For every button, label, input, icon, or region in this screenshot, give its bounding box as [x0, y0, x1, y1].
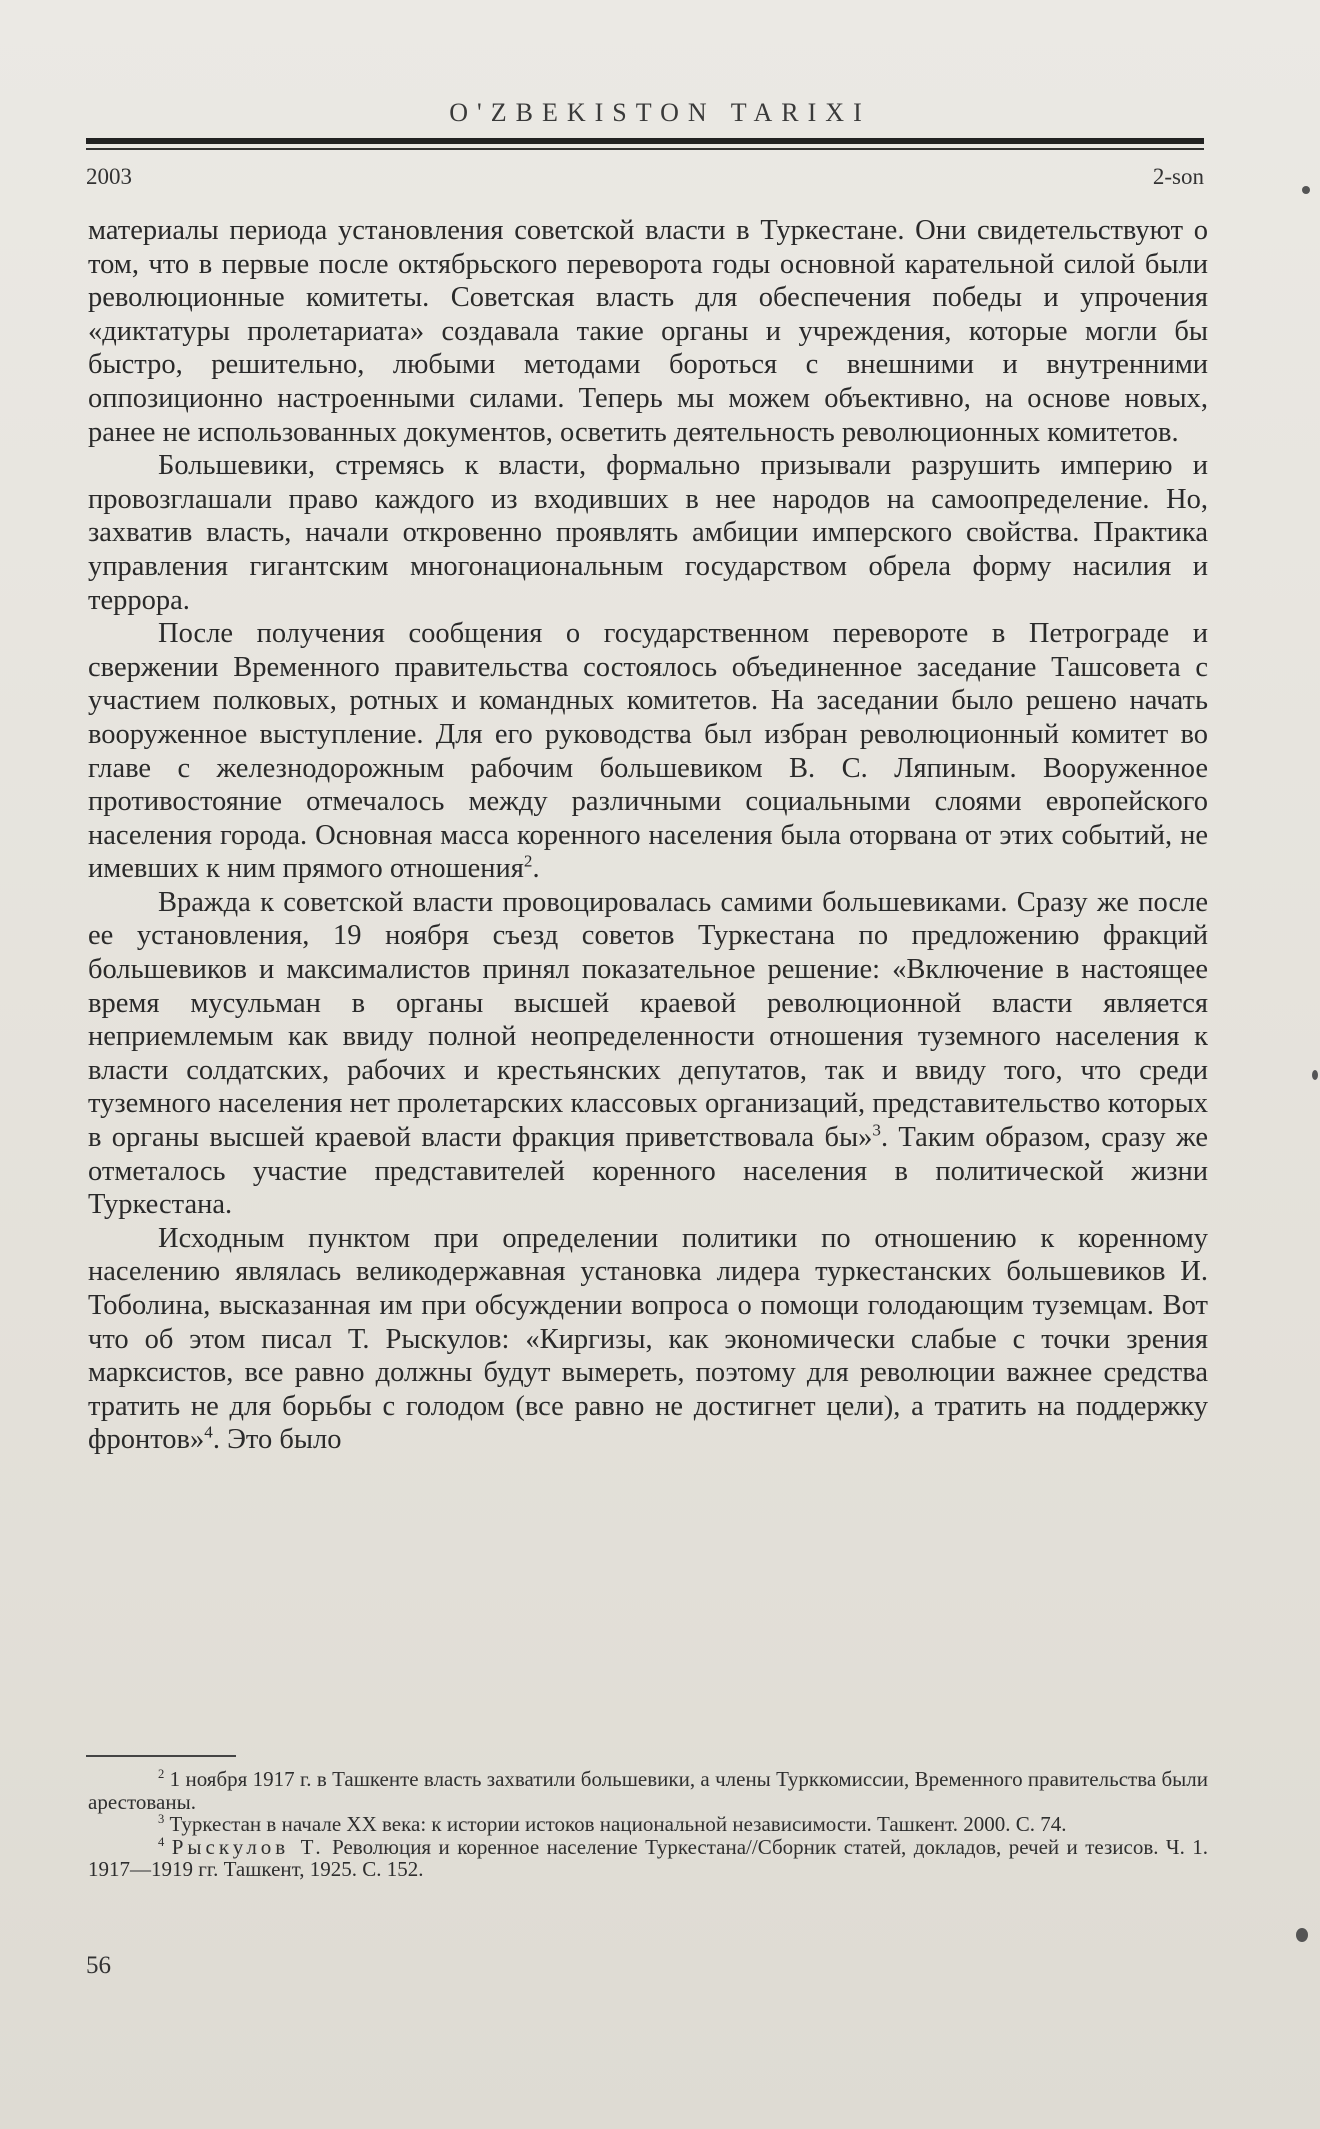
footnote-ref-2: 2	[523, 851, 533, 871]
paragraph-5	[88, 1222, 1208, 1457]
footnote-number: 2	[158, 1767, 165, 1781]
footnote-text: Революция и коренное население Туркестана//Сборник статей, докладов, речей и тезисов. Ч. 1. 1917—1919 гг. Ташкент, 1925. С. 152.	[88, 1834, 1209, 1881]
footnote-separator	[86, 1755, 236, 1757]
paragraph-1: материалы периода установления советской власти в Туркестане. Они свидетельствуют о том, что в первые после октябрьского переворота годы основной карательной силой были революционные комитеты. Советская власть для обеспечения победы и упрочения «диктатуры пролетариата» создавала такие органы и учреждения, которые могли бы быстро, решительно, любыми методами бороться с внешними и внутренними оппозиционно настроенными силами. Теперь мы можем объективно, на основе новых, ранее не использованных документов, осветить деятельность революционных комитетов.	[88, 215, 1208, 448]
footnote-4	[88, 1836, 1208, 1881]
header-issue: 2-son	[1152, 164, 1204, 189]
page-number: 56	[86, 1952, 111, 1979]
header-rule-thin	[86, 148, 1204, 150]
paragraph-3	[88, 617, 1208, 886]
footnote-ref-3: 3	[872, 1120, 881, 1140]
article-body	[88, 214, 1208, 1457]
footnotes	[88, 1768, 1208, 1881]
footnote-author: Рыскулов Т.	[171, 1834, 325, 1859]
footnote-text: 1 ноября 1917 г. в Ташкенте власть захватили большевики, а члены Турккомиссии, Временного правительства были арестованы.	[88, 1767, 1208, 1814]
paragraph-2: Большевики, стремясь к власти, формально призывали разрушить империю и провозглашали право каждого из входивших в нее народов на самоопределение. Но, захватив власть, начали откровенно проявлять амбиции имперского свойства. Практика управления гигантским многонациональным государством обрела форму насилия и террора.	[88, 450, 1208, 616]
scan-speck	[1296, 1928, 1308, 1942]
paragraph-4-text: Вражда к советской власти провоцировалась самими большевиками. Сразу же после ее установления, 19 ноября съезд советов Туркестана по предложению фракций большевиков и максималистов принял показательное решение: «Включение в настоящее время мусульман в органы высшей краевой революционной власти является неприемлемым как ввиду полной неопределенности отношения туземного населения к власти солдатских, рабочих и крестьянских депутатов, так и ввиду того, что среди туземного населения нет пролетарских классовых организаций, представительство которых в органы высшей краевой власти фракция приветствовала бы»	[88, 886, 1208, 1154]
scan-speck	[1302, 186, 1310, 194]
scan-speck	[1312, 1070, 1318, 1080]
footnote-number: 3	[158, 1812, 165, 1826]
paragraph-4-end: . Таким образом, сразу же отметалось участие представителей коренного населения в политической жизни Туркестана.	[88, 1122, 1208, 1221]
journal-title: O'ZBEKISTON TARIXI	[449, 98, 871, 127]
paragraph-5-text: Исходным пунктом при определении политики по отношению к коренному населению являлась великодержавная установка лидера туркестанских большевиков И. Тоболина, высказанная им при обсуждении вопроса о помощи голодающим туземцам. Вот что об этом писал Т. Рыскулов: «Киргизы, как экономически слабые с точки зрения марксистов, все равно должны будут вымереть, поэтому для революции важнее средства тратить не для борьбы с голодом (все равно не достигнет цели), а тратить на поддержку фронтов»	[88, 1222, 1208, 1456]
paragraph-3-text: После получения сообщения о государственном перевороте в Петрограде и свержении Временного правительства состоялось объединенное заседание Ташсовета с участием полковых, ротных и командных комитетов. На заседании было решено начать вооруженное выступление. Для его руководства был избран революционный комитет во главе с железнодорожным рабочим большевиком В. С. Ляпиным. Вооруженное противостояние отмечалось между различными социальными слоями европейского населения города. Основная масса коренного населения была оторвана от этих событий, не имевших к ним прямого отношения	[88, 618, 1208, 885]
footnote-3	[88, 1813, 1208, 1836]
footnote-number: 4	[158, 1834, 165, 1849]
footnote-text: Туркестан в начале XX века: к истории истоков национальной независимости. Ташкент. 2000. С. 74.	[164, 1812, 1067, 1836]
footnote-2	[88, 1768, 1208, 1813]
footnote-ref-4: 4	[204, 1422, 213, 1442]
paragraph-4	[88, 886, 1208, 1222]
paragraph-5-end: . Это было	[212, 1424, 342, 1456]
paragraph-3-end: .	[532, 853, 540, 885]
header-rule-thick	[86, 138, 1204, 144]
header-year: 2003	[86, 164, 132, 189]
